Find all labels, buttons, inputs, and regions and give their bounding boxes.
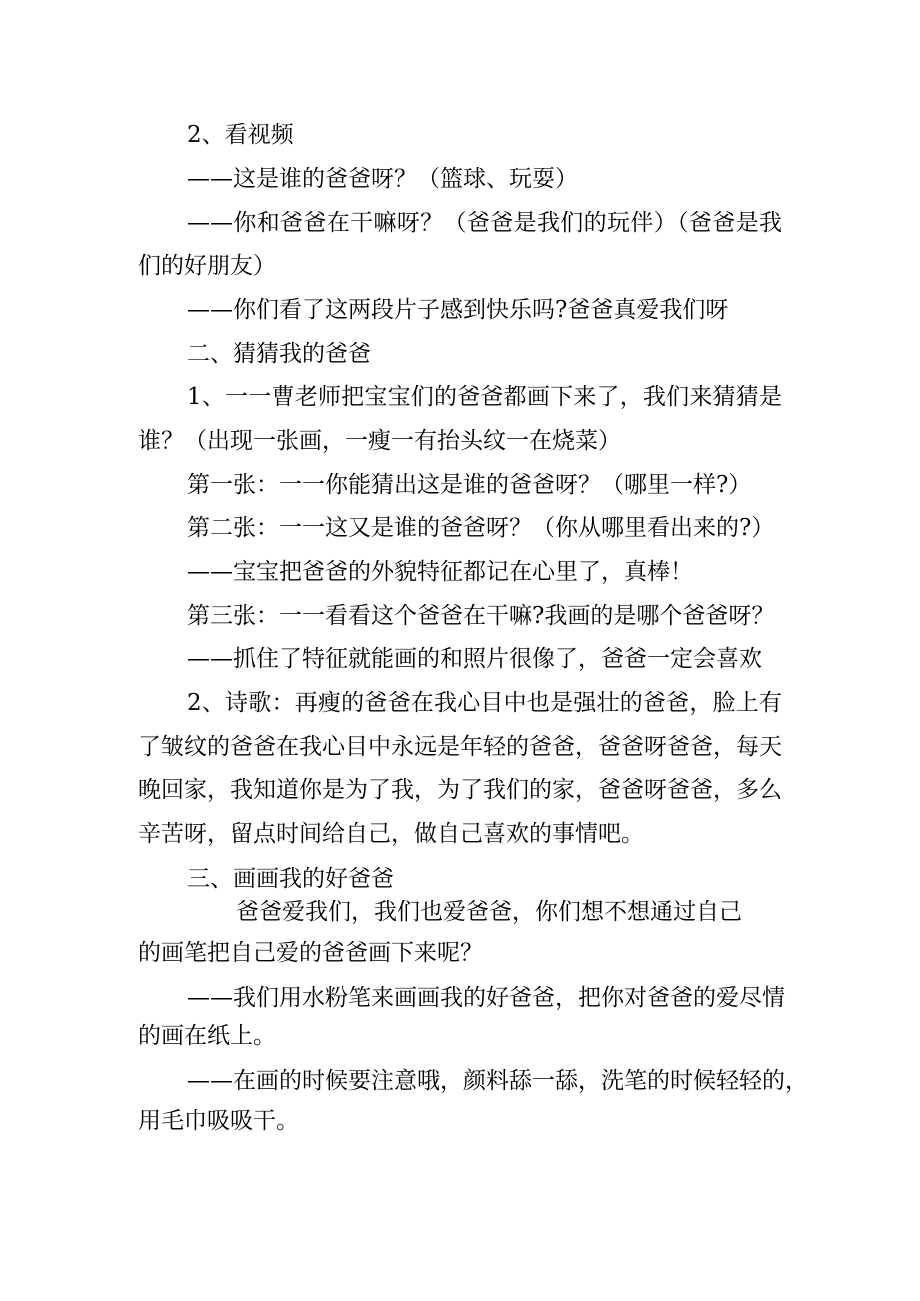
paragraph-line: 爸爸爱我们，我们也爱爸爸，你们想不想通过自己 (236, 899, 742, 925)
paragraph-line: 的画在纸上。 (138, 1023, 276, 1049)
paragraph-line: 2、诗歌：再瘦的爸爸在我心目中也是强壮的爸爸，脸上有 (187, 690, 782, 716)
paragraph-line: 晚回家，我知道你是为了我，为了我们的家，爸爸呀爸爸，多么 (138, 777, 782, 803)
section-heading-guess-dad: 二、猜猜我的爸爸 (187, 341, 371, 367)
paragraph-line: 们的好朋友） (138, 253, 276, 279)
paragraph-line: ——抓住了特征就能画的和照片很像了，爸爸一定会喜欢 (187, 646, 762, 672)
paragraph-line: 谁？（出现一张画，一瘦一有抬头纹一在烧菜） (138, 428, 621, 454)
heading-watch-video: 2、看视频 (187, 122, 294, 148)
paragraph-line: 第三张：一一看看这个爸爸在干嘛?我画的是哪个爸爸呀？ (187, 603, 775, 629)
paragraph-line: 1、一一曹老师把宝宝们的爸爸都画下来了，我们来猜猜是 (187, 384, 782, 410)
paragraph-line: ——在画的时候要注意哦，颜料舔一舔，洗笔的时候轻轻的， (187, 1068, 808, 1094)
paragraph-line: 辛苦呀，留点时间给自己，做自己喜欢的事情吧。 (138, 821, 644, 847)
section-heading-draw-dad: 三、画画我的好爸爸 (187, 866, 394, 892)
paragraph-line: 的画笔把自己爱的爸爸画下来呢？ (138, 940, 483, 966)
paragraph-line: 第二张：一一这又是谁的爸爸呀？（你从哪里看出来的?） (187, 515, 775, 541)
paragraph-line: ——你们看了这两段片子感到快乐吗?爸爸真爱我们呀 (187, 297, 729, 323)
paragraph-line: ——我们用水粉笔来画画我的好爸爸，把你对爸爸的爱尽情 (187, 985, 785, 1011)
paragraph-line: 第一张：一一你能猜出这是谁的爸爸呀？（哪里一样?） (187, 472, 752, 498)
paragraph-line: ——你和爸爸在干嘛呀？（爸爸是我们的玩伴）（爸爸是我 (187, 210, 782, 236)
paragraph-line: ——宝宝把爸爸的外貌特征都记在心里了，真棒！ (187, 559, 693, 585)
paragraph-line: ——这是谁的爸爸呀？（篮球、玩耍） (187, 166, 578, 192)
paragraph-line: 用毛巾吸吸干。 (138, 1108, 299, 1134)
paragraph-line: 了皱纹的爸爸在我心目中永远是年轻的爸爸，爸爸呀爸爸，每天 (138, 734, 782, 760)
